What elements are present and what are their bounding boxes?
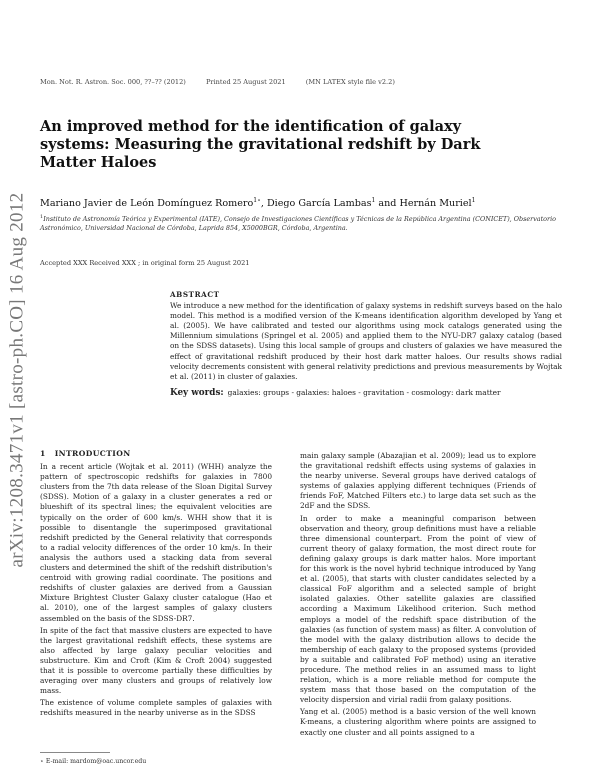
author-list (40, 197, 590, 209)
keywords (170, 388, 562, 398)
keywords-text: galaxies: groups - galaxies: haloes - gravitation - cosmology: dark matter (227, 387, 501, 397)
abstract-text: We introduce a new method for the identification of galaxy systems in redshift surveys based on the halo model. This method is a modified version of the K-means identification algorithm developed by Yang et al. (2005). We have calibrated and tested our algorithms using mock catalogs generated using the Millennium simulations (Springel et al. 2005) and applied them to the NYU-DR7 galaxy catalog (based on the SDSS datasets). Using this local sample of groups and clusters of galaxies we have measured the effect of gravitational redshift produced by their host dark matter haloes. Our results shows radial velocity decrements consistent with general relativity predictions and previous measurements by Wojtak et al. (2011) in cluster of galaxies. (170, 301, 562, 381)
footnote-rule (40, 752, 110, 753)
affiliation (40, 213, 560, 233)
journal-ref: Mon. Not. R. Astron. Soc. 000, ??–?? (2012) (40, 78, 186, 86)
section-heading (40, 449, 272, 459)
abstract-heading: ABSTRACT (170, 290, 220, 299)
author-affil-mark: 1⋆ (253, 197, 261, 204)
section-number: 1 (40, 449, 46, 458)
author-name: , Diego García Lambas (260, 198, 372, 210)
arxiv-stamp (2, 170, 32, 590)
author-affil-mark: 1 (371, 197, 376, 204)
right-column (300, 451, 536, 740)
paragraph: In order to make a meaningful comparison between observation and theory, group definitions must have a reliable three dimensional counterpart. From the point of view of current theory of galaxy formation, the most direct route for defining galaxy groups is dark matter halos. More important for this work is the novel hybrid technique introduced by Yang et al. (2005), that starts with cluster candidates selected by a classical FoF algorithm and a selected sample of bright isolated galaxies. Other satellite galaxies are classified according a Maximum Likelihood criterion. Such method employs a model of the redshift space distribution of the galaxies (as function of system mass) as filter. A convolution of the model with the galaxy distribution allows to decide the membership of each galaxy to the proposed systems (provided by a suitable and calibrated FoF method) using an iterative procedure. The method relies in an assumed mass to light relation, which is a more reliable method for compute the system mass that those based on the computation of the velocity dispersion and virial radii from galaxy positions. (300, 513, 536, 705)
paragraph: In spite of the fact that massive clusters are expected to have the largest gravitational redshift effects, these systems are also affected by large galaxy peculiar velocities and substructure. Kim and Croft (Kim & Croft 2004) suggested that it is possible to overcome partially these difficulties by averaging over many clusters and groups of relatively low mass. (40, 625, 272, 696)
printed-date: Printed 25 August 2021 (205, 78, 286, 86)
abstract (170, 290, 562, 398)
affil-mark: 1 (40, 214, 44, 220)
footnote: ⋆ E-mail: mardom@oac.uncor.edu (40, 758, 147, 765)
paragraph: Yang et al. (2005) method is a basic version of the well known K-means, a clustering algorithm where points are assigned to exactly one cluster and all points assigned to a (300, 707, 536, 737)
running-head (40, 78, 560, 86)
paper-title: An improved method for the identification of galaxy systems: Measuring the gravitational redshift by Dark Matter Haloes (40, 118, 481, 171)
section-title: INTRODUCTION (54, 449, 131, 458)
style-file: (MN LATEX style file v2.2) (305, 78, 395, 86)
paragraph: main galaxy sample (Abazajian et al. 2009); lead us to explore the gravitational redshift effects using systems of galaxies in the nearby universe. Several groups have derived catalogs of systems of galaxies applying different techniques (Friends of friends FoF, Matched Filters etc.) to large data set such as the 2dF and the SDSS. (300, 451, 536, 511)
author-name: Mariano Javier de León Domínguez Romero (40, 198, 254, 210)
author-affil-mark: 1 (471, 197, 476, 204)
received-line: Accepted XXX Received XXX ; in original form 25 August 2021 (40, 259, 250, 267)
arxiv-id: arXiv:1208.3471v1 [astro-ph.CO] 16 Aug 2012 (6, 192, 28, 568)
author-name: and Hernán Muriel (375, 198, 472, 210)
paragraph: The existence of volume complete samples of galaxies with redshifts measured in the nearby universe as in the SDSS (40, 698, 272, 718)
keywords-label: Key words: (170, 387, 224, 398)
affiliation-text: Instituto de Astronomía Teórica y Experimental (IATE), Consejo de Investigaciones Científicas y Técnicas de la República Argentina (CONICET), Observatorio Astronómico, Universidad Nacional de Córdoba, Laprida 854, X5000BGR, Córdoba, Argentina. (40, 215, 556, 233)
left-column (40, 449, 272, 720)
paragraph: In a recent article (Wojtak et al. 2011) (WHH) analyze the pattern of spectroscopic redshifts for galaxies in 7800 clusters from the 7th data release of the Sloan Digital Survey (SDSS). Motion of a galaxy in a cluster generates a red or blueshift of its spectral lines; the equivalent velocities are typically on the order of 600 km/s. WHH show that it is possible to disentangle the superimposed gravitational redshift predicted by the General relativity that corresponds to a radial velocity differences of the order 10 km/s. In their analysis the authors used a stacking data from several clusters and determined the shift of the redshift distribution's centroid with growing radial coordinate. The positions and redshifts of cluster galaxies are derived from a Gaussian Mixture Brightest Cluster Galaxy cluster catalogue (Hao et al. 2010), one of the largest samples of galaxy clusters assembled on the basis of the SDSS-DR7. (40, 462, 272, 623)
